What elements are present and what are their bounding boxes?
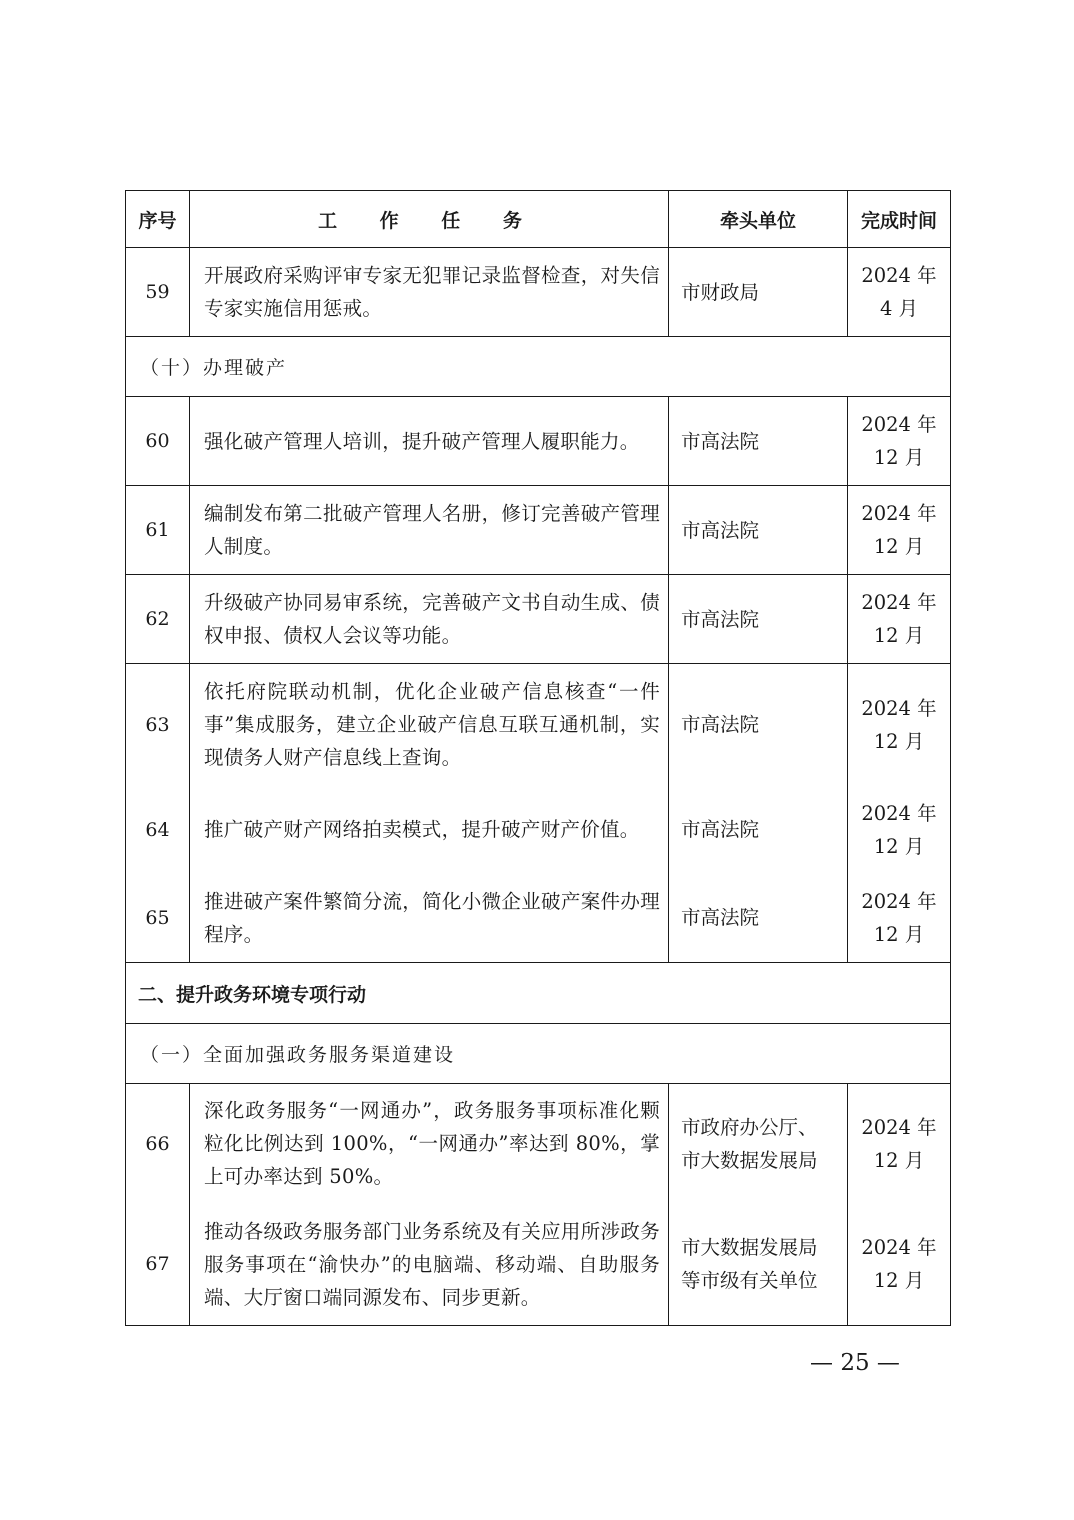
row-unit: 市政府办公厅、 市大数据发展局 — [669, 1084, 848, 1204]
row-number: 60 — [126, 397, 190, 486]
row-time: 2024 年 12 月 — [848, 575, 951, 664]
header-unit: 牵头单位 — [669, 191, 848, 248]
row-unit: 市高法院 — [669, 874, 848, 963]
row-task: 依托府院联动机制，优化企业破产信息核查“一件事”集成服务，建立企业破产信息互联互通机制，实现债务人财产信息线上查询。 — [190, 664, 669, 786]
row-unit: 市高法院 — [669, 486, 848, 575]
row-number: 67 — [126, 1204, 190, 1326]
row-number: 66 — [126, 1084, 190, 1204]
table-row — [126, 1084, 951, 1204]
major-section-row — [126, 963, 951, 1024]
page-number: — 25 — — [810, 1350, 900, 1376]
section-title: （一）全面加强政务服务渠道建设 — [126, 1024, 951, 1084]
row-time: 2024 年 12 月 — [848, 1084, 951, 1204]
row-number: 61 — [126, 486, 190, 575]
major-section-title: 二、提升政务环境专项行动 — [126, 963, 951, 1024]
table-row — [126, 664, 951, 786]
row-task: 编制发布第二批破产管理人名册，修订完善破产管理人制度。 — [190, 486, 669, 575]
row-number: 63 — [126, 664, 190, 786]
table-row — [126, 1204, 951, 1326]
section-row — [126, 337, 951, 397]
row-time: 2024 年 12 月 — [848, 1204, 951, 1326]
table-row — [126, 248, 951, 337]
row-number: 62 — [126, 575, 190, 664]
table-row — [126, 786, 951, 874]
section-title: （十）办理破产 — [126, 337, 951, 397]
header-time: 完成时间 — [848, 191, 951, 248]
row-time: 2024 年 12 月 — [848, 664, 951, 786]
row-number: 59 — [126, 248, 190, 337]
row-number: 65 — [126, 874, 190, 963]
row-task: 深化政务服务“一网通办”，政务服务事项标准化颗粒化比例达到 100%，“一网通办”率达到 80%，掌上可办率达到 50%。 — [190, 1084, 669, 1204]
table-row — [126, 575, 951, 664]
row-unit: 市高法院 — [669, 664, 848, 786]
table-row — [126, 874, 951, 963]
row-time: 2024 年 12 月 — [848, 486, 951, 575]
row-unit: 市高法院 — [669, 786, 848, 874]
row-task: 升级破产协同易审系统，完善破产文书自动生成、债权申报、债权人会议等功能。 — [190, 575, 669, 664]
header-no: 序号 — [126, 191, 190, 248]
row-unit: 市高法院 — [669, 397, 848, 486]
row-time: 2024 年 12 月 — [848, 786, 951, 874]
row-task: 推进破产案件繁简分流，简化小微企业破产案件办理程序。 — [190, 874, 669, 963]
table-header — [126, 191, 951, 248]
row-time: 2024 年 12 月 — [848, 874, 951, 963]
table-row — [126, 486, 951, 575]
row-number: 64 — [126, 786, 190, 874]
row-time: 2024 年 4 月 — [848, 248, 951, 337]
header-task: 工 作 任 务 — [190, 191, 669, 248]
row-task: 推动各级政务服务部门业务系统及有关应用所涉政务服务事项在“渝快办”的电脑端、移动端、自助服务端、大厅窗口端同源发布、同步更新。 — [190, 1204, 669, 1326]
row-unit: 市大数据发展局 等市级有关单位 — [669, 1204, 848, 1326]
row-task: 强化破产管理人培训，提升破产管理人履职能力。 — [190, 397, 669, 486]
table-row — [126, 397, 951, 486]
section-row — [126, 1024, 951, 1084]
row-unit: 市财政局 — [669, 248, 848, 337]
row-time: 2024 年 12 月 — [848, 397, 951, 486]
task-table — [125, 190, 951, 1326]
row-task: 推广破产财产网络拍卖模式，提升破产财产价值。 — [190, 786, 669, 874]
row-unit: 市高法院 — [669, 575, 848, 664]
row-task: 开展政府采购评审专家无犯罪记录监督检查，对失信专家实施信用惩戒。 — [190, 248, 669, 337]
